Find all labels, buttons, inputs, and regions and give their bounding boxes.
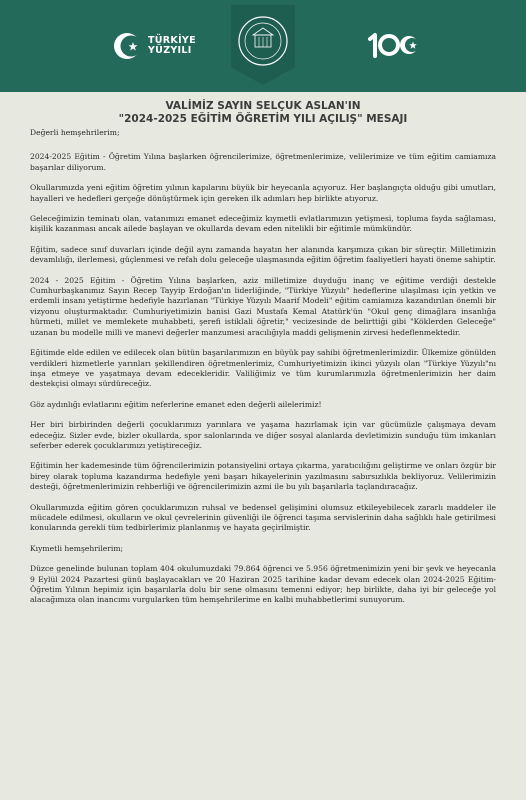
salutation: Değerli hemşehrilerim; — [30, 128, 120, 137]
brand-logo-line2: YÜZYILI — [148, 45, 192, 56]
brand-logo-line1: TÜRKİYE — [148, 35, 196, 46]
message-title — [20, 100, 506, 126]
paragraph: Eğitimin her kademesinde tüm öğrencilerimizin potansiyelini ortaya çıkarma, yaratıcılığını geliştirme ve onları özgür bir birey olarak topluma kazandırma hedefiyle yeni başarı hikayelerinin yazılmasını sabırsızlıkla bekliyoruz. Velilerimizin desteği, öğretmenlerimizin rehberliği ve öğrencilerimizin azmi ile bu yılı başarılarla taçlandıracağız. — [30, 461, 496, 492]
paragraph: Her biri birbirinden değerli çocuklarımızı yarınlara ve yaşama hazırlamak için var gücümüzle çalışmaya devam edeceğiz. Sizler evde, bizler okullarda, spor salonlarında ve diğer sosyal alanlarda devletimizin sunduğu tüm imkanları seferber ederek çocuklarımızı yetiştireceğiz. — [30, 420, 496, 450]
title-line2: "2024-2025 EĞİTİM ÖĞRETİM YILI AÇILIŞ" MESAJI — [118, 113, 408, 125]
crescent-star-icon — [112, 31, 142, 61]
paragraph: Eğitim, sadece sınıf duvarları içinde değil aynı zamanda hayatın her alanında karşımıza çıkan bir süreçtir. Milletimizin devamlılığı, ilerlemesi, güçlenmesi ve refah dolu geleceğe ulaşmasında eğitim öğretim faaliyetleri hayati öneme sahiptir. — [30, 244, 496, 265]
100th-anniversary-logo — [366, 30, 422, 60]
header-banner — [0, 0, 526, 92]
paragraph: Geleceğimizin teminatı olan, vatanımızı emanet edeceğimiz kıymetli evlatlarımızın yetişmesi, topluma fayda sağlaması, kişilik kazanması ancak ailede başlayan ve okullarda devam eden nitelikli bir eğitimle mümkündür. — [30, 214, 496, 234]
message-body — [30, 128, 496, 616]
title-line1: VALİMİZ SAYIN SELÇUK ASLAN'IN — [165, 100, 361, 112]
governorship-seal-icon — [231, 5, 295, 85]
paragraph: 2024-2025 Eğitim - Öğretim Yılına başlarken öğrencilerimize, öğretmenlerimize, velilerimize ve tüm eğitim camiamıza başarılar diliyorum. — [30, 152, 496, 172]
paragraph: Kıymetli hemşehrilerim; — [30, 543, 124, 553]
paragraph: Okullarımızda eğitim gören çocuklarımızın ruhsal ve bedensel gelişimini olumsuz etkileyebilecek zararlı maddeler ile mücadele edilmesi, okulların ve okul çevrelerinin güvenliği ile öğrenci taşıma servislerinin daha sağlıklı hale getirilmesi konularında gerekli tüm tedbirlerimiz planlanmış ve hayata geçirilmiştir. — [30, 502, 496, 533]
paragraph: 2024 - 2025 Eğitim - Öğretim Yılına başlarken, aziz milletimize duyduğu inanç ve eğitime verdiği destekle Cumhurbaşkanımız Sayın Recep Tayyip Erdoğan'ın liderliğinde, "Türkiye Yüzyılı" hedeflerine ulaşılması için yetkin ve erdemli insanı yetiştirme hedefiyle hazırlanan "Türkiye Yüzyılı Maarif Modeli" eğitim camiamıza kazandırılan önemli bir vizyonu oluşturmaktadır. Cumhuriyetimizin banisi Gazi Mustafa Kemal Atatürk'ün "Okul genç dimağlara insanlığa hürmeti, millet ve memlekete muhabbeti, şerefi istiklali öğretir," vecizesinde de belirttiği gibi "Köklerden Geleceğe" uzanan bu modelle milli ve manevi değerler manzumesi aracılığıyla maddi gelişmenin zirvesi hedeflenmektedir. — [30, 275, 496, 337]
paragraph: Eğitimde elde edilen ve edilecek olan bütün başarılarımızın en büyük pay sahibi öğretmenlerimizdir. Ülkemize gönülden verdikleri hizmetlerle yarınları şekillendiren öğretmenlerimiz, Cumhuriyetimizin ikinci yüzyılı olan "Türkiye Yüzyılı"nı inşa etmeye ve yaşatmaya devam edecekleridir. Valiliğimiz ve tüm kurumlarımızla öğretmenlerimizin her daim destekçisi olmayı sürdüreceğiz. — [30, 348, 496, 389]
paragraph: Göz aydınlığı evlatlarını eğitim neferlerine emanet eden değerli ailelerimiz! — [30, 399, 322, 409]
turkiye-yuzyili-logo — [112, 26, 208, 66]
paragraph: Okullarımızda yeni eğitim öğretim yılının kapılarını büyük bir heyecanla açıyoruz. Her başlangıçta olduğu gibi umutları, hayalleri ve hedefleri gerçeğe dönüştürmek için gereken ilk adımları hep birlikte atıyoruz. — [30, 183, 496, 203]
paragraph: Düzce genelinde bulunan toplam 404 okulumuzdaki 79.864 öğrenci ve 5.956 öğretmenimizin yeni bir şevk ve heyecanla 9 Eylül 2024 Pazartesi günü başlayacakları ve 20 Haziran 2025 tarihine kadar devam edecek olan 2024-2025 Eğitim-Öğretim Yılının hepimiz için başarılarla dolu bir sene olmasını temenni ediyor; hep birlikte, daha iyi bir geleceğe yol alacağımıza olan inancımı vurgularken tüm hemşehrilerime en kalbi muhabbetlerimi sunuyorum. — [30, 564, 496, 605]
